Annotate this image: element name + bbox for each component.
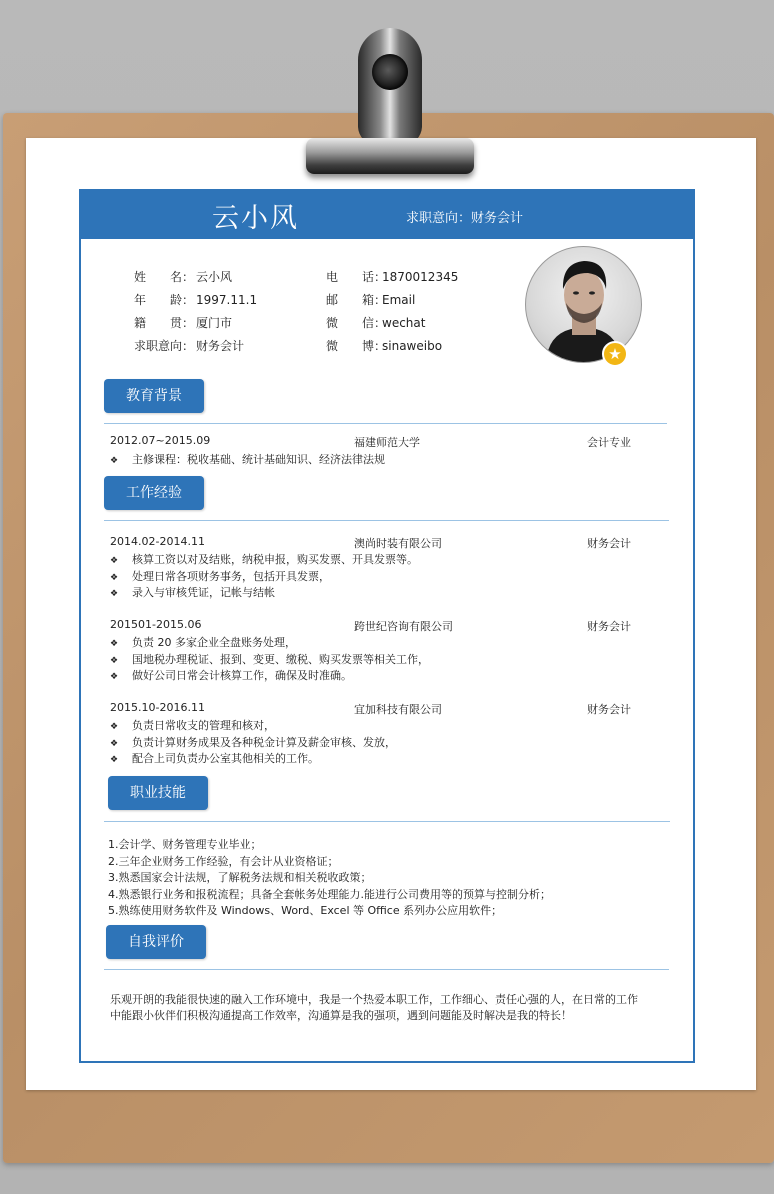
work-item-text: 配合上司负责办公室其他相关的工作。 bbox=[132, 752, 319, 765]
bullet-icon: ❖ bbox=[110, 672, 119, 682]
section-self-eval-title: 自我评价 bbox=[106, 925, 206, 959]
work-date: 2015.10-2016.11 bbox=[110, 701, 205, 714]
bullet-icon: ❖ bbox=[110, 573, 119, 583]
info-value: sinaweibo bbox=[382, 339, 443, 353]
bullet-icon: ❖ bbox=[110, 739, 119, 749]
work-role: 财务会计 bbox=[587, 537, 631, 550]
info-label: 姓 名： bbox=[134, 270, 195, 284]
divider bbox=[104, 520, 669, 521]
info-age bbox=[134, 291, 257, 308]
info-value: 1997.11.1 bbox=[196, 293, 258, 307]
job-intent-heading: 求职意向：财务会计 bbox=[406, 211, 524, 226]
work-item-text: 核算工资以对及结账，纳税申报，购买发票、开具发票等。 bbox=[132, 553, 418, 566]
skill-item: 3.熟悉国家会计法规，了解税务法规和相关税收政策； bbox=[108, 871, 372, 884]
info-value: 厦门市 bbox=[196, 316, 233, 330]
work-item-text: 负责日常收支的管理和核对， bbox=[132, 719, 275, 732]
work-item-text: 国地税办理税证、报到、变更、缴税、购买发票等相关工作， bbox=[132, 653, 429, 666]
work-item-text: 负责 20 多家企业全盘账务处理， bbox=[132, 636, 296, 649]
self-eval-line: 乐观开朗的我能很快速的融入工作环境中，我是一个热爱本职工作，工作细心、责任心强的人，在日常的工作 bbox=[110, 993, 638, 1006]
binder-clip-base bbox=[306, 138, 474, 174]
work-item bbox=[110, 568, 330, 584]
bullet-icon: ❖ bbox=[110, 722, 119, 732]
work-item-text: 处理日常各项财务事务，包括开具发票， bbox=[132, 570, 330, 583]
divider bbox=[104, 423, 667, 424]
info-value: 云小风 bbox=[196, 270, 233, 284]
work-company: 澳尚时装有限公司 bbox=[354, 537, 442, 550]
section-education-title: 教育背景 bbox=[104, 379, 204, 413]
info-label: 求职意向： bbox=[134, 339, 195, 353]
work-item bbox=[110, 667, 352, 683]
info-value: 1870012345 bbox=[382, 270, 459, 284]
work-role: 财务会计 bbox=[587, 620, 631, 633]
info-name bbox=[134, 268, 232, 285]
work-role: 财务会计 bbox=[587, 703, 631, 716]
info-label: 微 博： bbox=[326, 339, 387, 353]
bullet-icon: ❖ bbox=[110, 656, 119, 666]
bullet-icon: ❖ bbox=[110, 456, 119, 466]
info-email bbox=[326, 291, 415, 308]
resume-name: 云小风 bbox=[212, 203, 299, 234]
section-work-title: 工作经验 bbox=[104, 476, 204, 510]
info-value: wechat bbox=[382, 316, 426, 330]
work-date: 2014.02-2014.11 bbox=[110, 535, 205, 548]
education-major: 会计专业 bbox=[587, 436, 631, 449]
info-wechat bbox=[326, 314, 425, 331]
info-value: Email bbox=[382, 293, 416, 307]
info-hometown bbox=[134, 314, 232, 331]
work-company: 宜加科技有限公司 bbox=[354, 703, 442, 716]
work-item-text: 做好公司日常会计核算工作，确保及时准确。 bbox=[132, 669, 352, 682]
info-label: 籍 贯： bbox=[134, 316, 195, 330]
info-phone bbox=[326, 268, 458, 285]
section-skills-title: 职业技能 bbox=[108, 776, 208, 810]
divider bbox=[104, 821, 670, 822]
skill-item: 4.熟悉银行业务和报税流程；具备全套帐务处理能力.能进行公司费用等的预算与控制分析； bbox=[108, 888, 551, 901]
education-school: 福建师范大学 bbox=[354, 436, 420, 449]
education-courses bbox=[110, 451, 385, 467]
education-date: 2012.07~2015.09 bbox=[110, 434, 211, 447]
work-company: 跨世纪咨询有限公司 bbox=[354, 620, 453, 633]
work-date: 201501-2015.06 bbox=[110, 618, 202, 631]
info-label: 微 信： bbox=[326, 316, 387, 330]
info-value: 财务会计 bbox=[196, 339, 245, 353]
work-item bbox=[110, 584, 275, 600]
work-item-text: 负责计算财务成果及各种税金计算及薪金审核、发放， bbox=[132, 736, 396, 749]
work-item-text: 录入与审核凭证，记帐与结帐 bbox=[132, 586, 275, 599]
bullet-icon: ❖ bbox=[110, 755, 119, 765]
info-weibo bbox=[326, 337, 442, 354]
info-label: 年 龄： bbox=[134, 293, 195, 307]
bullet-icon: ❖ bbox=[110, 639, 119, 649]
binder-clip-hole bbox=[372, 54, 408, 90]
skill-item: 1.会计学、财务管理专业毕业； bbox=[108, 838, 262, 851]
bullet-icon: ❖ bbox=[110, 589, 119, 599]
skill-item: 5.熟练使用财务软件及 Windows、Word、Excel 等 Office 系列办公应用软件； bbox=[108, 904, 503, 917]
work-item bbox=[110, 734, 396, 750]
work-item bbox=[110, 750, 319, 766]
info-intent bbox=[134, 337, 244, 354]
work-item bbox=[110, 634, 296, 650]
work-item bbox=[110, 551, 418, 567]
bullet-icon: ❖ bbox=[110, 556, 119, 566]
self-eval-line: 中能跟小伙伴们积极沟通提高工作效率，沟通算是我的强项，遇到问题能及时解决是我的特长！ bbox=[110, 1009, 572, 1022]
resume-header-bar bbox=[79, 189, 695, 239]
star-badge-icon: ★ bbox=[602, 341, 628, 367]
skill-item: 2.三年企业财务工作经验，有会计从业资格证； bbox=[108, 855, 339, 868]
courses-text: 主修课程：税收基础、统计基础知识、经济法律法规 bbox=[132, 453, 385, 466]
info-label: 电 话： bbox=[326, 270, 387, 284]
info-label: 邮 箱： bbox=[326, 293, 387, 307]
work-item bbox=[110, 717, 275, 733]
work-item bbox=[110, 651, 429, 667]
divider bbox=[104, 969, 669, 970]
